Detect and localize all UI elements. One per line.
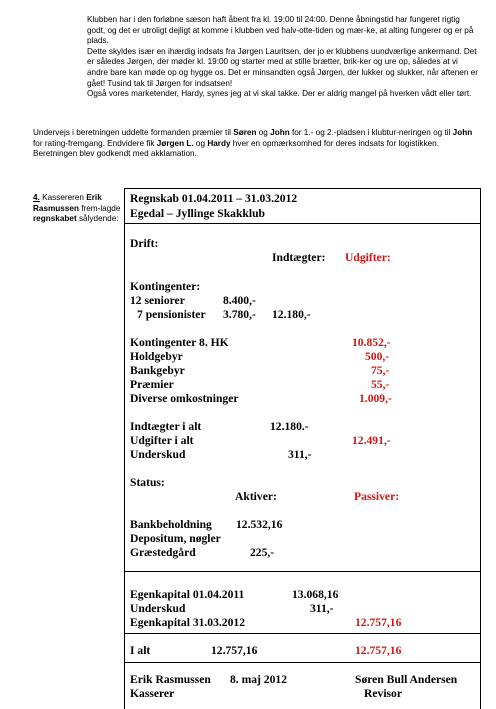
- diverse-value: 1.009,-: [359, 392, 392, 405]
- bankgebyr-label: Bankgebyr: [130, 364, 185, 377]
- expense-total-label: Udgifter i alt: [130, 434, 194, 447]
- assets-header: Aktiver:: [235, 490, 277, 503]
- section-drift: Drift:: [130, 237, 159, 250]
- graestedgaard-label: Græstedgård: [130, 546, 196, 559]
- holdgebyr-label: Holdgebyr: [130, 350, 183, 363]
- expenses-header: Udgifter:: [345, 251, 391, 264]
- praemier-label: Præmier: [130, 378, 174, 391]
- equity-start-label: Egenkapital 01.04.2011: [130, 588, 245, 601]
- report-summary: [33, 128, 483, 160]
- income-total-value: 12.180.-: [270, 420, 309, 433]
- pensioners-label: 7 pensionister: [137, 308, 206, 321]
- auditor-role: Revisor: [364, 687, 402, 700]
- bank-balance-label: Bankbeholdning: [130, 518, 212, 531]
- seniors-label: 12 seniorer: [130, 294, 185, 307]
- text-segment: Kassereren: [39, 193, 87, 202]
- auditor-signature-name: Søren Bull Andersen: [355, 673, 458, 686]
- kontingenter-total: 12.180,-: [272, 308, 311, 321]
- deposit-label: Depositum, nøgler: [130, 532, 221, 545]
- intro-paragraph-2: Dette skyldes især en ihærdig indsats fra Jørgen Lauritsen, der jo er klubbens uundværlige ankermand. Det er således Jørgen, der møder kl. 19:00 og starter med at stille brætter, brik-ker og ure op, således at vi andre bare kan møde op og hygge os. Det er minsandten også Jørgen, der lukker og slukker, når aftenen er gået! Tusind tak til Jørgen for indsatsen!: [87, 46, 478, 88]
- income-total-label: Indtægter i alt: [130, 420, 202, 433]
- item-number: 4.: [33, 193, 40, 202]
- accounts-box: [124, 188, 481, 709]
- expense-total-value: 12.491,-: [352, 434, 391, 447]
- equity-end-label: Egenkapital 31.03.2012: [130, 616, 245, 629]
- text-segment: hver en opmærksomhed for deres indsats for logistikken.: [230, 138, 439, 148]
- intro-text: [87, 15, 479, 100]
- total-assets-value: 12.757,16: [211, 644, 258, 657]
- bankgebyr-value: 75,-: [371, 364, 390, 377]
- liabilities-header: Passiver:: [354, 490, 400, 503]
- intro-paragraph-1: Klubben har i den forløbne sæson haft åbent fra kl. 19:00 til 24:00. Denne åbningstid har fungeret rigtig godt, og det er utroligt dejligt at komme i klubben ved halv-otte-tiden og mær-ke, at alting fungerer og er på plads.: [87, 15, 474, 46]
- total-liabilities-value: 12.757,16: [355, 644, 402, 657]
- deficit-label: Underskud: [130, 448, 186, 461]
- divider: [125, 571, 480, 572]
- name-john: John: [452, 128, 473, 137]
- pensioners-value: 3.780,-: [223, 308, 256, 321]
- club-name: Egedal – Jyllinge Skakklub: [130, 207, 265, 220]
- praemier-value: 55,-: [371, 378, 390, 391]
- kont8-label: Kontingenter 8. HK: [130, 336, 229, 349]
- section-status: Status:: [130, 476, 165, 489]
- accounts-word: regnskabet: [33, 214, 77, 224]
- graestedgaard-value: 225,-: [250, 546, 275, 559]
- treasurer-signature-name: Erik Rasmussen: [130, 673, 211, 686]
- prizes-paragraph: [33, 128, 483, 149]
- text-segment: for rating-fremgang. Endvidere fik: [33, 138, 157, 148]
- equity-start-value: 13.068,16: [292, 588, 339, 601]
- diverse-label: Diverse omkostninger: [130, 392, 239, 405]
- divider: [125, 633, 480, 634]
- text-segment: sålydende:: [76, 214, 119, 224]
- treasurer-role: Kasserer: [130, 687, 175, 700]
- divider: [125, 662, 480, 663]
- text-segment: Undervejs i beretningen uddelte formanden præmier til: [33, 128, 234, 137]
- kont8-value: 10.852,-: [352, 336, 391, 349]
- divider: [125, 223, 480, 224]
- name-soren: Søren: [233, 128, 257, 137]
- agenda-item-4: [33, 193, 123, 225]
- name-jorgen: Jørgen L.: [156, 138, 194, 148]
- kontingenter-heading: Kontingenter:: [130, 280, 201, 293]
- name-john: John: [270, 128, 290, 137]
- seniors-value: 8.400,-: [223, 294, 256, 307]
- text-segment: for 1.- og 2.-pladsen i klubtur-neringen og til: [289, 128, 453, 137]
- holdgebyr-value: 500,-: [365, 350, 390, 363]
- equity-end-value: 12.757,16: [355, 616, 402, 629]
- deficit-value: 311,-: [288, 448, 312, 461]
- bank-balance-value: 12.532,16: [236, 518, 283, 531]
- accounts-title: Regnskab 01.04.2011 – 31.03.2012: [130, 192, 298, 205]
- treasurer-name: Erik Rasmussen: [33, 193, 102, 213]
- text-segment: og: [256, 128, 271, 137]
- deficit2-label: Underskud: [130, 602, 186, 615]
- signature-date: 8. maj 2012: [230, 673, 287, 686]
- text-segment: frem-lagde: [78, 203, 121, 213]
- text-segment: og: [193, 138, 208, 148]
- total-label: I alt: [130, 644, 151, 657]
- name-hardy: Hardy: [207, 138, 231, 148]
- approval-line: Beretningen blev godkendt med akklamation.: [33, 149, 197, 159]
- deficit2-value: 311,-: [310, 602, 334, 615]
- intro-paragraph-3: Også vores marketender, Hardy, synes jeg at vi skal takke. Der er aldrig mangel på hverken vådt eller tørt.: [87, 89, 472, 99]
- income-header: Indtægter:: [272, 251, 326, 264]
